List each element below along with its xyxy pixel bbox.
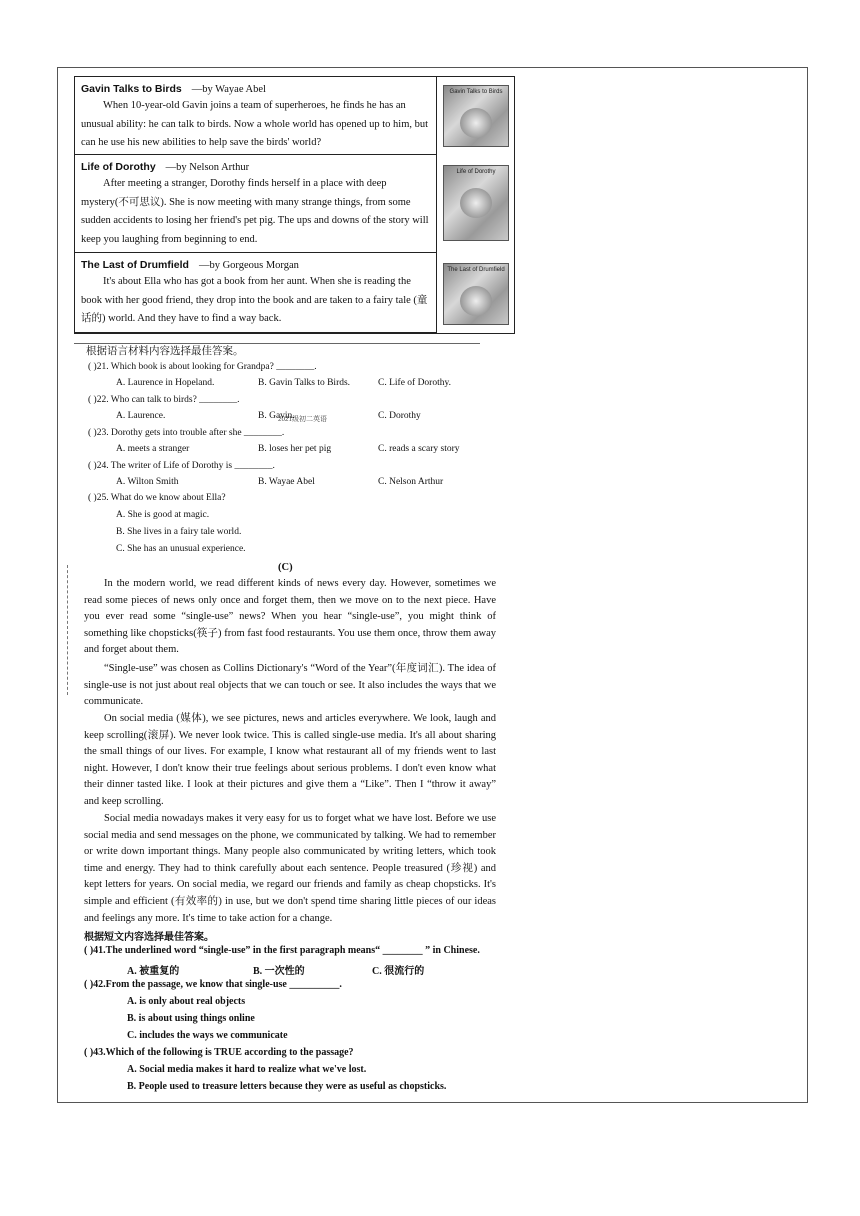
- option: A. She is good at magic.: [116, 510, 210, 520]
- book-table: [74, 76, 515, 334]
- option: C. Nelson Arthur: [378, 477, 444, 487]
- option: A. meets a stranger: [116, 444, 190, 454]
- book-row: [75, 155, 436, 253]
- option: C. reads a scary story: [378, 444, 460, 454]
- cover-column: [436, 77, 514, 333]
- option: B. loses her pet pig: [258, 444, 332, 454]
- question-42: ( )42.From the passage, we know that single-use __________.: [84, 979, 342, 990]
- option: C. She has an unusual experience.: [116, 544, 246, 554]
- option: A. Wilton Smith: [116, 477, 179, 487]
- book-description: When 10-year-old Gavin joins a team of superheroes, he finds he has an unusual ability: he can talk to birds. Now a whole world has opened up to him, but can he use his new abilities to help save the birds' world?: [81, 100, 429, 148]
- book-author: —by Gorgeous Morgan: [198, 260, 299, 271]
- option: B. 一次性的: [253, 966, 305, 977]
- paragraph: Social media nowadays makes it very easy for us to forget what we have lost. Before we use social media and send messages on the phone, we communicated by talking. We had to remember or write down important things. Many people also communicated by writing letters, which took time and energy. They had to think carefully about each sentence. People treasured (珍视) and kept letters for years. On social media, we regard our friends and family as cheap chopsticks. It's simple and efficient (有效率的) in use, but we don't spend time sharing little pieces of our ideas and feelings any more. It's time to take action for a change.: [84, 813, 496, 924]
- option: C. Life of Dorothy.: [378, 378, 451, 388]
- option: B. is about using things online: [127, 1013, 255, 1024]
- question-43: ( )43.Which of the following is TRUE according to the passage?: [84, 1047, 354, 1058]
- dashed-margin-line: [67, 565, 68, 695]
- option: A. Laurence in Hopeland.: [116, 378, 215, 388]
- option: B. Gavin.: [258, 411, 295, 421]
- book-title: Gavin Talks to Birds: [81, 83, 182, 95]
- option: A. 被重复的: [127, 966, 180, 977]
- option: B. Wayae Abel: [258, 477, 315, 487]
- option: C. Dorothy: [378, 411, 421, 421]
- paragraph: In the modern world, we read different kinds of news every day. However, sometimes we read some pieces of news only once and forget them, then we move on to the next piece. Have you ever read some “single-use” news? When you hear “single-use”, you might think of something like chopsticks(筷子) from fast food restaurants. You use them once, throw them away and forget about them.: [84, 578, 496, 656]
- section-c-title: (C): [278, 562, 293, 573]
- option: C. 很流行的: [372, 966, 425, 977]
- option: A. Social media makes it hard to realize what we've lost.: [127, 1064, 367, 1075]
- option: C. includes the ways we communicate: [127, 1030, 288, 1041]
- book-title: The Last of Drumfield: [81, 259, 189, 271]
- book-cover-image: Gavin Talks to Birds: [443, 85, 509, 147]
- paragraph: “Single-use” was chosen as Collins Dictionary's “Word of the Year”(年度词汇). The idea of single-use is not just about real objects that we can touch or see. It also includes the ways that we communicate.: [84, 663, 496, 708]
- paragraph: On social media (媒体), we see pictures, news and articles everywhere. We look, laugh and keep scrolling(滚屏). We never look twice. This is called single-use media. It's all about sharing the small things of our lives. For example, I know what restaurant all of my friends went to last night. However, I don't know their true feelings about serious problems. I don't even know what their dinner tasted like. I look at their pictures and give them a “Like”. Then I “throw it away” and keep scrolling.: [84, 713, 496, 807]
- question-21: ( )21. Which book is about looking for Grandpa? ________.: [88, 362, 317, 372]
- question-23: ( )23. Dorothy gets into trouble after she ________.: [88, 428, 285, 438]
- option: B. Gavin Talks to Birds.: [258, 378, 351, 388]
- option: A. Laurence.: [116, 411, 166, 421]
- question-41: ( )41.The underlined word “single-use” in the first paragraph means“ ________ ” in Chinese.: [84, 945, 480, 956]
- book-author: —by Wayae Abel: [191, 84, 266, 95]
- book-cover-image: Life of Dorothy: [443, 165, 509, 241]
- book-cover-image: The Last of Drumfield: [443, 263, 509, 325]
- book-author: —by Nelson Arthur: [165, 162, 250, 173]
- question-24: ( )24. The writer of Life of Dorothy is ________.: [88, 461, 275, 471]
- section-b-instruction: 根据语言材料内容选择最佳答案。: [86, 346, 244, 357]
- question-22: ( )22. Who can talk to birds? ________.: [88, 395, 240, 405]
- question-25: ( )25. What do we know about Ella?: [88, 493, 226, 503]
- option: B. People used to treasure letters because they were as useful as chopsticks.: [127, 1081, 447, 1092]
- book-description: After meeting a stranger, Dorothy finds herself in a place with deep mystery(不可思议). She is now meeting with many strange things, from some sudden accidents to losing her friend's pet pig. The ups and downs of the story will keep you laughing from beginning to end.: [81, 178, 429, 245]
- book-row: [75, 253, 436, 333]
- book-description: It's about Ella who has got a book from her aunt. When she is reading the book with her good friend, they drop into the book and are taken to a fairy tale (童话的) world. And they have to find a way back.: [81, 276, 428, 324]
- option: B. She lives in a fairy tale world.: [116, 527, 242, 537]
- book-title: Life of Dorothy: [81, 161, 156, 173]
- option: A. is only about real objects: [127, 996, 246, 1007]
- watermark: 2021级初二英语: [278, 415, 327, 423]
- book-row: [75, 77, 436, 155]
- section-c-instruction: 根据短文内容选择最佳答案。: [84, 932, 214, 943]
